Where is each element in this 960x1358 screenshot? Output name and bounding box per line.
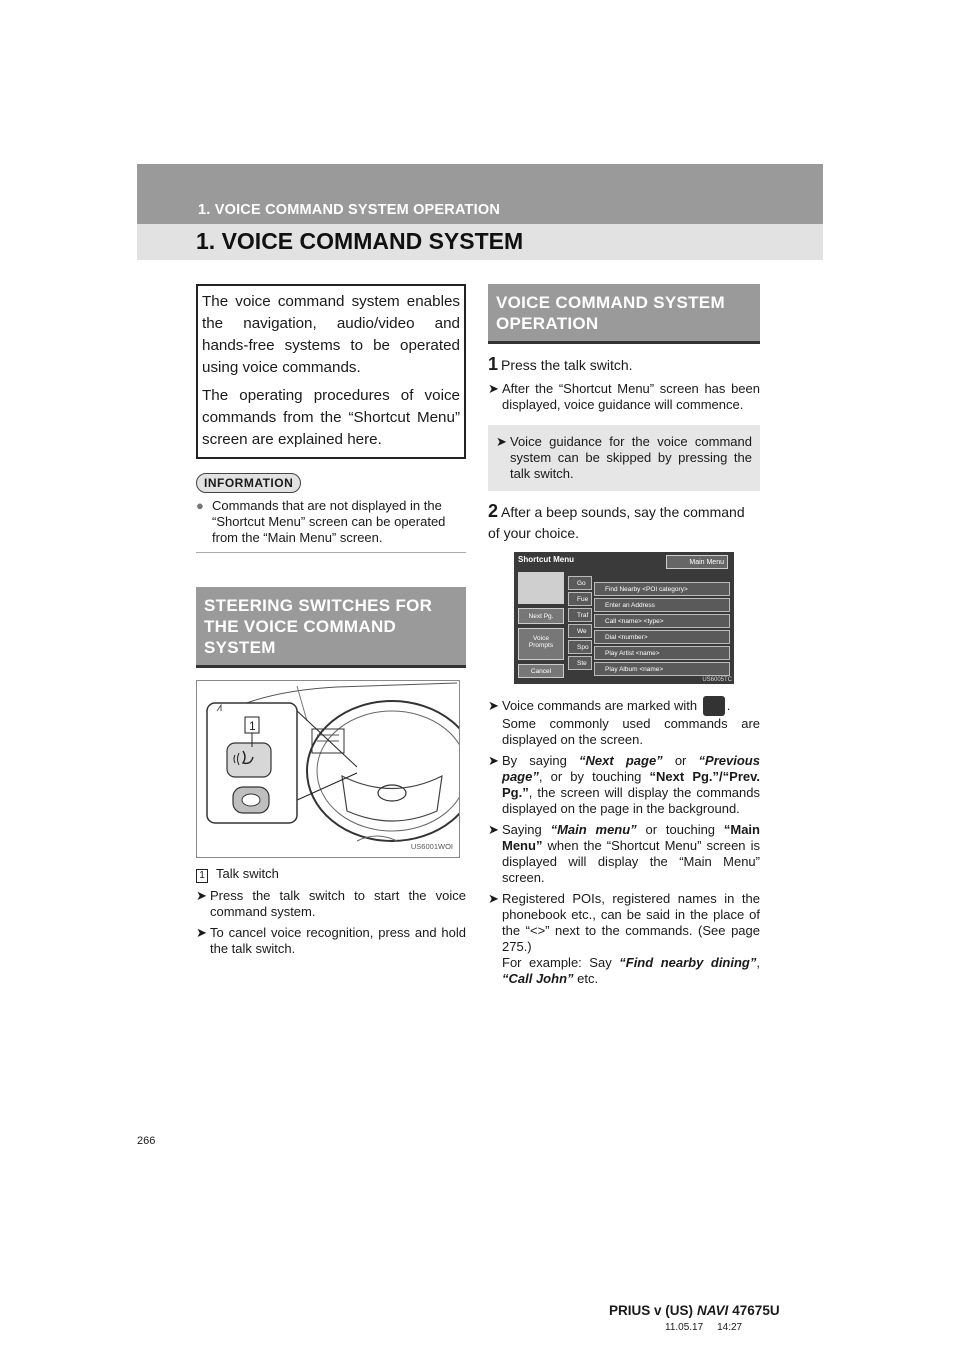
step-1-number: 1 <box>488 354 499 374</box>
bullet-icon: ➤ <box>196 888 207 903</box>
screenshot-code: US6005TC <box>702 677 732 683</box>
command-dial[interactable]: Dial <number> <box>594 630 730 644</box>
step-2-text: After a beep sounds, say the command of your choice. <box>488 504 745 541</box>
bullet-icon: ➤ <box>496 434 507 449</box>
bullet-icon: ➤ <box>488 822 499 837</box>
cancel-button[interactable]: Cancel <box>518 664 564 678</box>
bullet-icon: ➤ <box>488 381 499 396</box>
intro-paragraph-2: The operating procedures of voice commands from the “Shortcut Menu” screen are explained here. <box>202 387 460 448</box>
step-1 <box>488 354 760 376</box>
bullet-icon: ➤ <box>488 698 499 713</box>
steering-switch-figure <box>196 680 460 858</box>
bullet-icon: ➤ <box>488 753 499 768</box>
talk-switch-callout <box>196 866 466 883</box>
command-enter-address[interactable]: Enter an Address <box>594 598 730 612</box>
section-title: 1. VOICE COMMAND SYSTEM OPERATION <box>198 202 500 218</box>
step-2 <box>488 501 760 544</box>
page-title: 1. VOICE COMMAND SYSTEM <box>196 228 524 254</box>
information-item <box>196 498 466 546</box>
operation-bullet-4: ➤ Registered POIs, registered names in the phonebook etc., can be said in the place of the “<>” next to the commands. (See page 275.) For example: Say “Find nearby dining”, “Call John” etc. <box>488 891 760 986</box>
screen-title: Shortcut Menu <box>518 555 574 564</box>
right-column <box>488 284 760 987</box>
footer-model: PRIUS v (US) NAVI 47675U <box>609 1303 780 1318</box>
voice-command-icon <box>518 572 564 604</box>
chapter-header <box>137 164 823 224</box>
steering-wheel-illustration <box>197 681 459 857</box>
operation-heading: VOICE COMMAND SYSTEM OPERATION <box>488 284 760 344</box>
voice-prompts-button[interactable]: Voice Prompts <box>518 628 564 660</box>
main-menu-button[interactable]: Main Menu <box>666 555 728 569</box>
bullet-icon: ➤ <box>488 891 499 906</box>
information-text: Commands that are not displayed in the “Shortcut Menu” screen can be operated from the “Main Menu” screen. <box>212 498 446 545</box>
command-play-artist[interactable]: Play Artist <name> <box>594 646 730 660</box>
operation-bullet-3: ➤ Saying “Main menu” or touching “Main Menu” when the “Shortcut Menu” screen is displayed will display the “Main Menu” screen. <box>488 822 760 885</box>
short-command-2[interactable]: Fue <box>568 592 592 606</box>
step-2-number: 2 <box>488 501 499 521</box>
steering-heading: STEERING SWITCHES FOR THE VOICE COMMAND SYSTEM <box>196 587 466 668</box>
shortcut-menu-screenshot <box>514 552 734 684</box>
steering-bullet-1: ➤ Press the talk switch to start the voice command system. <box>196 888 466 919</box>
bullet-icon: ➤ <box>196 925 207 940</box>
next-page-button[interactable]: Next Pg. <box>518 608 564 624</box>
command-call[interactable]: Call <name> <type> <box>594 614 730 628</box>
information-bullet-icon: ● <box>196 498 204 513</box>
note-bullet: ➤ Voice guidance for the voice command system can be skipped by pressing the talk switch. <box>496 434 752 481</box>
step-1-bullet: ➤ After the “Shortcut Menu” screen has been displayed, voice guidance will commence. <box>488 381 760 412</box>
callout-number-box: 1 <box>196 869 208 883</box>
note-box <box>488 425 760 491</box>
short-command-6[interactable]: Ste <box>568 656 592 670</box>
page-number: 266 <box>137 1135 156 1147</box>
information-tag: INFORMATION <box>196 473 301 493</box>
operation-bullet-1: ➤ Voice commands are marked with . Some commonly used commands are displayed on the screen. <box>488 698 760 747</box>
intro-box <box>196 284 466 459</box>
command-find-nearby[interactable]: Find Nearby <POI category> <box>594 582 730 596</box>
information-rule <box>196 552 466 553</box>
short-command-3[interactable]: Traf <box>568 608 592 622</box>
operation-bullet-2: ➤ By saying “Next page” or “Previous page”, or by touching “Next Pg.”/“Prev. Pg.”, the screen will display the commands displayed on the page in the background. <box>488 753 760 816</box>
figure-callout-number: 1 <box>249 719 256 733</box>
short-command-4[interactable]: We <box>568 624 592 638</box>
callout-label: Talk switch <box>216 866 279 881</box>
figure-code: US6001WOI <box>410 842 453 851</box>
short-command-5[interactable]: Spo <box>568 640 592 654</box>
title-band <box>137 224 823 260</box>
voice-command-mark-icon <box>703 696 725 716</box>
information-block <box>196 473 466 553</box>
short-command-1[interactable]: Go <box>568 576 592 590</box>
step-1-text: Press the talk switch. <box>501 357 633 373</box>
intro-paragraph-1: The voice command system enables the navigation, audio/video and hands-free systems to be operated using voice commands. <box>202 293 460 376</box>
left-column <box>196 284 466 957</box>
steering-bullet-2: ➤ To cancel voice recognition, press and hold the talk switch. <box>196 925 466 956</box>
footer-timestamp: 11.05.17 14:27 <box>665 1322 743 1333</box>
command-play-album[interactable]: Play Album <name> <box>594 662 730 676</box>
